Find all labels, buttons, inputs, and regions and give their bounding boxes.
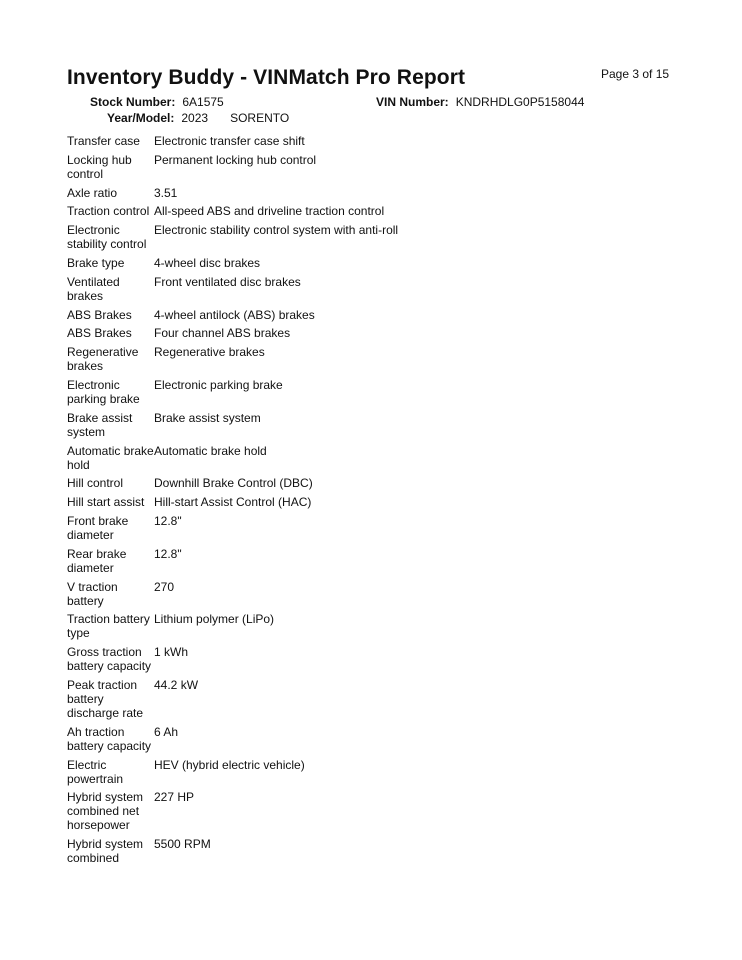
spec-label: Traction control bbox=[67, 204, 150, 219]
spec-label: Hybrid system combined bbox=[67, 837, 144, 866]
spec-label: Ventilated brakes bbox=[67, 274, 120, 303]
vin-number-field bbox=[376, 95, 584, 109]
stock-number-field bbox=[90, 95, 224, 109]
spec-value: Brake assist system bbox=[154, 410, 261, 425]
spec-row bbox=[67, 308, 487, 322]
spec-label: Gross traction battery capacity bbox=[67, 645, 152, 674]
spec-row bbox=[67, 186, 487, 200]
spec-label: Brake assist system bbox=[67, 410, 133, 439]
spec-value: 12.8" bbox=[154, 546, 182, 561]
spec-label: ABS Brakes bbox=[67, 326, 132, 341]
spec-label: Front brake diameter bbox=[67, 513, 129, 542]
spec-table bbox=[67, 134, 487, 870]
stock-number-value: 6A1575 bbox=[182, 95, 224, 109]
spec-label: V traction battery bbox=[67, 579, 118, 608]
spec-row bbox=[67, 790, 487, 832]
spec-row bbox=[67, 326, 487, 340]
spec-row bbox=[67, 256, 487, 270]
spec-value: Downhill Brake Control (DBC) bbox=[154, 476, 313, 491]
spec-value: 4-wheel disc brakes bbox=[154, 255, 261, 270]
spec-label: Automatic brake hold bbox=[67, 443, 154, 472]
spec-row bbox=[67, 134, 487, 148]
spec-value: 3.51 bbox=[154, 185, 178, 200]
model-value: SORENTO bbox=[230, 111, 290, 125]
spec-label: Rear brake diameter bbox=[67, 546, 127, 575]
spec-value: Electronic stability control system with anti-roll bbox=[154, 223, 399, 238]
page-number: Page 3 of 15 bbox=[601, 67, 670, 81]
vin-number-value: KNDRHDLG0P5158044 bbox=[455, 95, 585, 109]
spec-label: Electric powertrain bbox=[67, 757, 124, 786]
spec-label: Electronic parking brake bbox=[67, 377, 140, 406]
spec-row bbox=[67, 514, 487, 542]
spec-value: 227 HP bbox=[154, 790, 195, 805]
spec-value: 1 kWh bbox=[154, 645, 189, 660]
spec-label: Electronic stability control bbox=[67, 223, 147, 252]
year-model-label: Year/Model: bbox=[107, 111, 175, 125]
spec-value: Electronic parking brake bbox=[154, 377, 283, 392]
spec-row bbox=[67, 204, 487, 218]
spec-label: Brake type bbox=[67, 255, 125, 270]
spec-row bbox=[67, 547, 487, 575]
spec-row bbox=[67, 153, 487, 181]
spec-value: All-speed ABS and driveline traction control bbox=[154, 204, 385, 219]
spec-row bbox=[67, 645, 487, 673]
spec-value: Electronic transfer case shift bbox=[154, 134, 305, 148]
spec-row bbox=[67, 223, 487, 251]
year-value: 2023 bbox=[181, 111, 209, 125]
spec-value: Permanent locking hub control bbox=[154, 152, 317, 167]
spec-value: 44.2 kW bbox=[154, 677, 199, 692]
spec-row bbox=[67, 378, 487, 406]
spec-row bbox=[67, 476, 487, 490]
report-title: Inventory Buddy - VINMatch Pro Report bbox=[67, 66, 466, 89]
spec-row bbox=[67, 495, 487, 509]
spec-row bbox=[67, 612, 487, 640]
spec-label: Traction battery type bbox=[67, 612, 150, 641]
spec-value: HEV (hybrid electric vehicle) bbox=[154, 757, 305, 772]
spec-row bbox=[67, 411, 487, 439]
spec-row bbox=[67, 837, 487, 865]
spec-row bbox=[67, 275, 487, 303]
spec-row bbox=[67, 678, 487, 720]
year-model-field bbox=[107, 111, 289, 125]
spec-label: ABS Brakes bbox=[67, 307, 132, 322]
spec-value: Automatic brake hold bbox=[154, 443, 267, 458]
spec-row bbox=[67, 345, 487, 373]
spec-label: Peak traction battery discharge rate bbox=[67, 677, 144, 720]
spec-label: Hill control bbox=[67, 476, 124, 491]
spec-value: Front ventilated disc brakes bbox=[154, 274, 301, 289]
spec-value: 4-wheel antilock (ABS) brakes bbox=[154, 307, 315, 322]
spec-value: 5500 RPM bbox=[154, 837, 211, 852]
spec-value: Four channel ABS brakes bbox=[154, 326, 291, 341]
spec-label: Hybrid system combined net horsepower bbox=[67, 790, 144, 833]
spec-value: 6 Ah bbox=[154, 724, 179, 739]
spec-row bbox=[67, 580, 487, 608]
spec-value: 270 bbox=[154, 579, 175, 594]
spec-value: Lithium polymer (LiPo) bbox=[154, 612, 275, 627]
spec-value: 12.8" bbox=[154, 513, 182, 528]
spec-label: Ah traction battery capacity bbox=[67, 724, 152, 753]
spec-value: Hill-start Assist Control (HAC) bbox=[154, 495, 312, 510]
spec-row bbox=[67, 725, 487, 753]
spec-label: Transfer case bbox=[67, 134, 140, 148]
spec-row bbox=[67, 758, 487, 786]
spec-label: Axle ratio bbox=[67, 185, 118, 200]
spec-label: Regenerative brakes bbox=[67, 345, 139, 374]
stock-number-label: Stock Number: bbox=[90, 95, 176, 109]
spec-label: Hill start assist bbox=[67, 495, 145, 510]
vin-number-label: VIN Number: bbox=[376, 95, 449, 109]
spec-row bbox=[67, 444, 487, 472]
spec-value: Regenerative brakes bbox=[154, 345, 265, 360]
spec-label: Locking hub control bbox=[67, 152, 132, 181]
